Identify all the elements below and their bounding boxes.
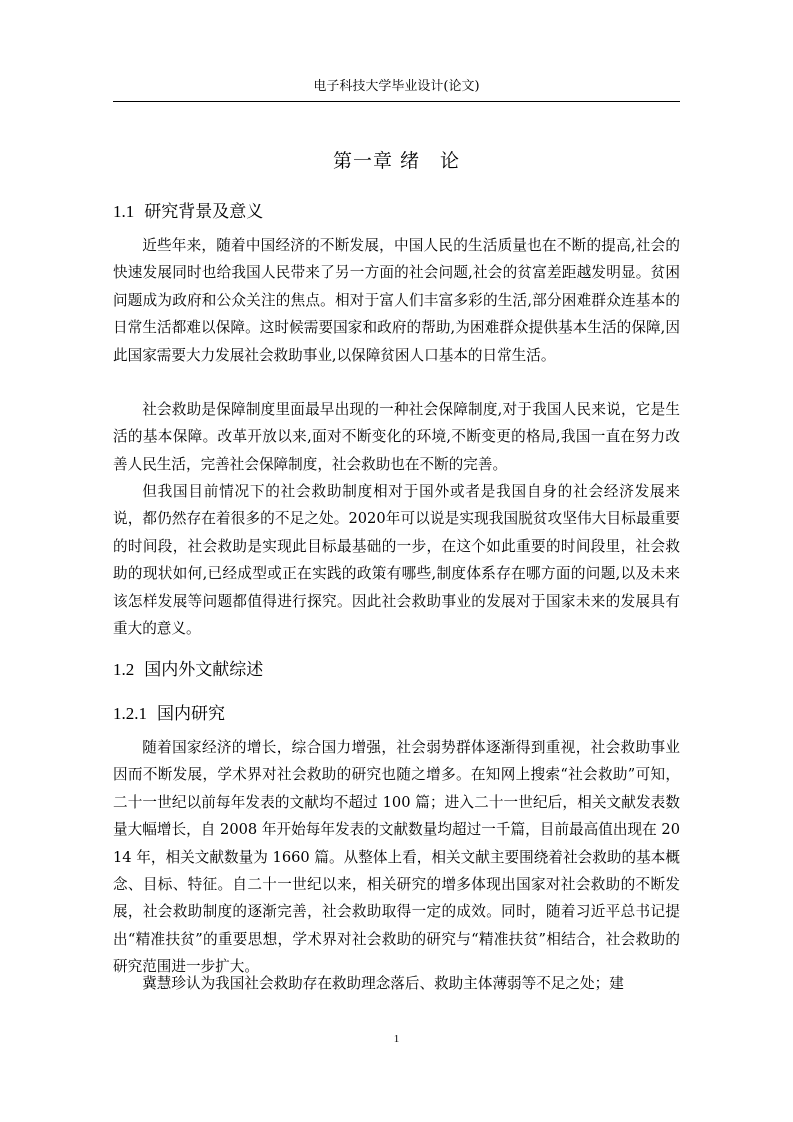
header-rule [113,101,680,102]
section-number: 1.2 [113,660,135,679]
paragraph: 随着国家经济的增长，综合国力增强，社会弱势群体逐渐得到重视，社会救助事业因而不断发展，学术界对社会救助的研究也随之增多。在知网上搜索“社会救助”可知，二十一世纪以前每年发表的文献均不超过 100 篇；进入二十一世纪后，相关文献发表数量大幅增长，自 2008 年开始每年发表的文献数量均超过一千篇，目前最高值出现在 2014 年，相关文献数量为 1660 篇。从整体上看，相关文献主要围绕着社会救助的基本概念、目标、特征。自二十一世纪以来，相关研究的增多体现出国家对社会救助的不断发展，社会救助制度的逐渐完善，社会救助取得一定的成效。同时，随着习近平总书记提出“精准扶贫”的重要思想，学术界对社会救助的研究与“精准扶贫”相结合，社会救助的研究范围进一步扩大。 [113,739,680,976]
page-number: 1 [393,1033,400,1045]
paragraph: 冀慧珍认为我国社会救助存在救助理念落后、救助主体薄弱等不足之处；建 [142,975,624,992]
section-title: 国内外文献综述 [144,660,264,680]
chapter-title: 第一章 绪 论 [332,150,461,172]
paragraph: 近些年来，随着中国经济的不断发展，中国人民的生活质量也在不断的提高,社会的快速发展同时也给我国人民带来了另一方面的社会问题,社会的贫富差距越发明显。贫困问题成为政府和公众关注的焦点。相对于富人们丰富多彩的生活,部分困难群众连基本的日常生活都难以保障。这时候需要国家和政府的帮助,为困难群众提供基本生活的保障,因此国家需要大力发展社会救助事业,以保障贫困人口基本的日常生活。 [113,237,680,364]
paragraph: 社会救助是保障制度里面最早出现的一种社会保障制度,对于我国人民来说，它是生活的基本保障。改革开放以来,面对不断变化的环境,不断变更的格局,我国一直在努力改善人民生活，完善社会保障制度，社会救助也在不断的完善。 [113,401,680,473]
paragraph: 但我国目前情况下的社会救助制度相对于国外或者是我国自身的社会经济发展来说，都仍然存在着很多的不足之处。2020年可以说是实现我国脱贫攻坚伟大目标最重要的时间段，社会救助是实现此目标最基础的一步，在这个如此重要的时间段里，社会救助的现状如何,已经成型或正在实践的政策有哪些,制度体系存在哪方面的问题,以及未来该怎样发展等问题都值得进行探究。因此社会救助事业的发展对于国家未来的发展具有重大的意义。 [113,483,680,638]
subsection-heading-1-2-1 [113,702,680,726]
section-heading-1-2 [113,658,680,682]
section-title: 国内研究 [157,704,225,724]
section-number: 1.2.1 [113,704,147,723]
running-header: 电子科技大学毕业设计(论文) [313,79,480,94]
section-number: 1.1 [113,202,135,221]
section-heading-1-1 [113,200,680,224]
section-title: 研究背景及意义 [144,202,264,222]
